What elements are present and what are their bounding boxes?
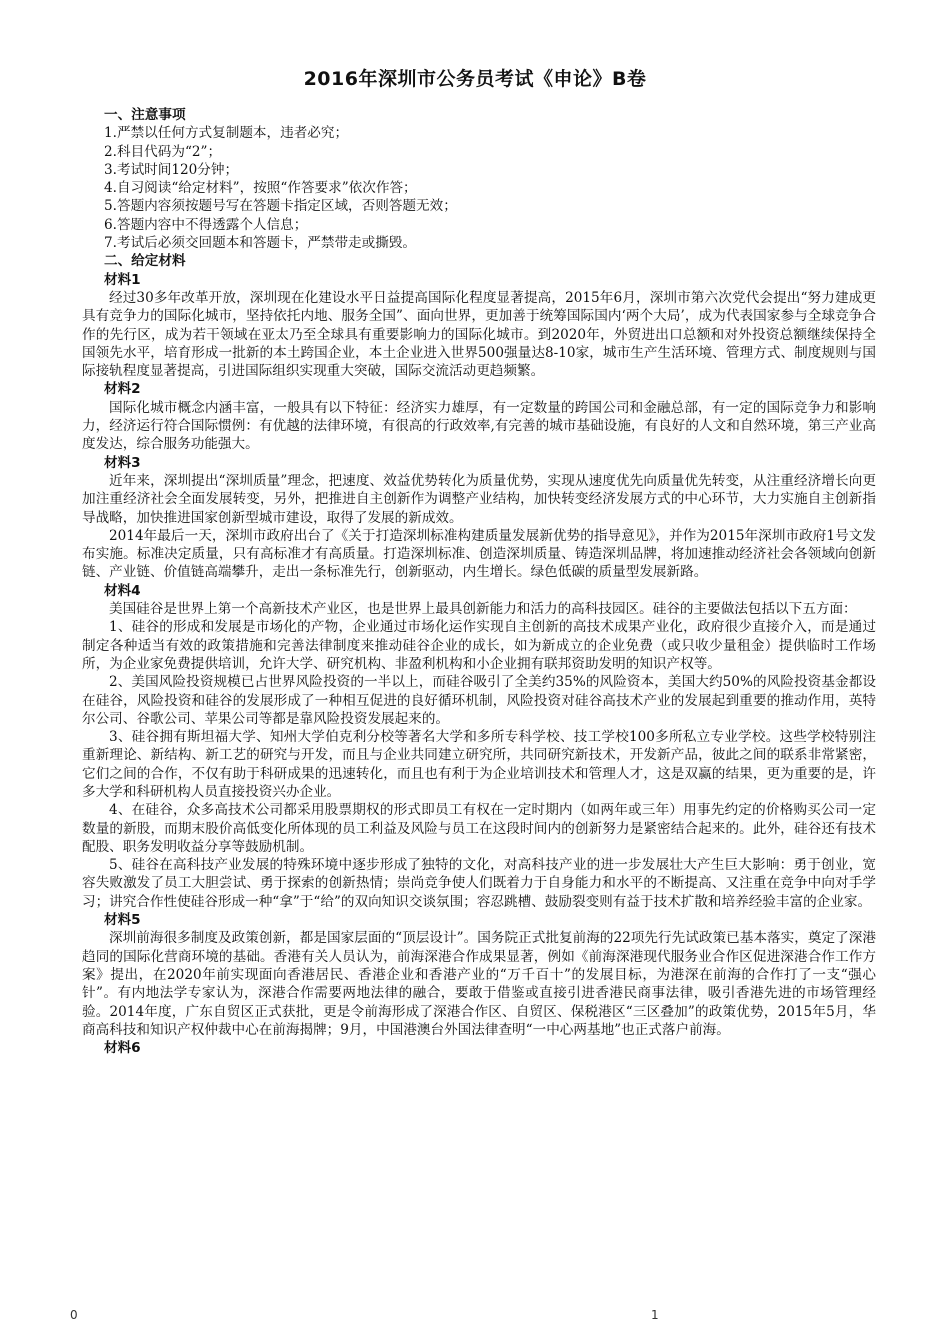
material-paragraph: 近年来，深圳提出“深圳质量”理念，把速度、效益优势转化为质量优势，实现从速度优先向质量优先转变，从注重经济增长向更加注重经济社会全面发展转变，另外，把推进自主创新作为调整产业结构，加快转变经济发展方式的中心环节，大力实施自主创新指导战略，加快推进国家创新型城市建设，取得了发展的新成效。 [82, 472, 876, 526]
material-label: 材料1 [104, 271, 141, 288]
note-item: 5.答题内容须按题号写在答题卡指定区域，否则答题无效； [104, 198, 457, 215]
page-number-left: 0 [70, 1308, 78, 1322]
material-label: 材料4 [104, 582, 141, 599]
note-item: 2.科目代码为“2”； [104, 143, 222, 160]
note-item: 1.严禁以任何方式复制题本，违者必究； [104, 125, 349, 142]
note-item: 3.考试时间120分钟； [104, 161, 239, 178]
material-paragraph: 深圳前海很多制度及政策创新，都是国家层面的“顶层设计”。国务院正式批复前海的22项先行先试政策已基本落实，奠定了深港趋同的国际化营商环境的基础。香港有关人员认为，前海深港合作成果显著，例如《前海深港现代服务业合作区促进深港合作工作方案》提出，在2020年前实现面向香港居民、香港企业和香港产业的“万千百十”的发展目标，为港深在前海的合作打了一支“强心针”。有内地法学专家认为，深港合作需要两地法律的融合，要敢于借鉴或直接引进香港民商事法律，吸引香港先进的市场管理经验。2014年度，广东自贸区正式获批，更是令前海形成了深港合作区、自贸区、保税港区“三区叠加”的政策优势，2015年5月，华商高科技和知识产权仲裁中心在前海揭牌；9月，中国港澳台外国法律查明“一中心两基地”也正式落户前海。 [82, 930, 876, 1038]
material-label: 材料3 [104, 454, 141, 471]
material-paragraph: 3、硅谷拥有斯坦福大学、知州大学伯克利分校等著名大学和多所专科学校、技工学校100多所私立专业学校。这些学校特别注重新理论、新结构、新工艺的研究与开发，而且与企业共同建立研究所，共同研究新技术，开发新产品，彼此之间的联系非常紧密，它们之间的合作，不仅有助于科研成果的迅速转化，而且也有利于为企业培训技术和管理人才，这是双赢的结果，更为重要的是，许多大学和科研机构人员直接投资兴办企业。 [82, 729, 876, 800]
page-number-right: 1 [651, 1308, 659, 1322]
page-title: 2016年深圳市公务员考试《申论》B卷 [303, 68, 647, 90]
material-paragraph: 美国硅谷是世界上第一个高新技术产业区，也是世界上最具创新能力和活力的高科技园区。硅谷的主要做法包括以下五方面： [109, 601, 857, 618]
material-paragraph: 2014年最后一天，深圳市政府出台了《关于打造深圳标准构建质量发展新优势的指导意见》，并作为2015年深圳市政府1号文发布实施。标准决定质量，只有高标准才有高质量。打造深圳标准、创造深圳质量、铸造深圳品牌，将加速推动经济社会各领域向创新链、产业链、价值链高端攀升，走出一条标准先行，创新驱动，内生增长。绿色低碳的质量型发展新路。 [82, 527, 876, 581]
material-label: 材料2 [104, 381, 141, 398]
material-paragraph: 国际化城市概念内涵丰富，一般具有以下特征：经济实力雄厚，有一定数量的跨国公司和金融总部，有一定的国际竞争力和影响力，经济运行符合国际惯例：有优越的法律环境，有很高的行政效率,有完善的城市基础设施，有良好的人文和自然环境，第三产业高度发达，综合服务功能强大。 [82, 399, 876, 453]
document-body [82, 106, 876, 1057]
note-item: 7.考试后必须交回题本和答题卡，严禁带走或撕毁。 [104, 235, 417, 252]
material-paragraph: 2、美国风险投资规模已占世界风险投资的一半以上，而硅谷吸引了全美约35%的风险资本，美国大约50%的风险投资基金都设在硅谷，风险投资和硅谷的发展形成了一种相互促进的良好循环机制，风险投资对硅谷高技术产业的发展起到重要的推动作用，英特尔公司、谷歌公司、苹果公司等都是靠风险投资发展起来的。 [82, 674, 876, 727]
note-item: 4.自习阅读“给定材料”，按照“作答要求”依次作答； [104, 180, 417, 197]
material-paragraph: 1、硅谷的形成和发展是市场化的产物，企业通过市场化运作实现自主创新的高技术成果产业化，政府很少直接介入，而是通过制定各种适当有效的政策措施和完善法律制度来推动硅谷企业的成长，如为新成立的企业免费（或只收少量租金）提供临时工作场所，为企业家免费提供培训，允许大学、研究机构、非盈利机构和小企业拥有联邦资助发明的知识产权等。 [82, 619, 876, 672]
section-heading-materials: 二、给定材料 [104, 253, 186, 270]
section-heading-notes: 一、注意事项 [104, 107, 186, 123]
material-label: 材料5 [104, 912, 141, 929]
material-label: 材料6 [104, 1040, 141, 1057]
material-paragraph: 4、在硅谷，众多高技术公司都采用股票期权的形式即员工有权在一定时期内（如两年或三年）用事先约定的价格购买公司一定数量的新股，而期末股价高低变化所体现的员工利益及风险与员工在这段时间内的创新努力是紧密结合起来的。此外，硅谷还有技术配股、职务发明收益分享等鼓励机制。 [82, 802, 876, 855]
material-paragraph: 5、硅谷在高科技产业发展的特殊环境中逐步形成了独特的文化，对高科技产业的进一步发展壮大产生巨大影响：勇于创业，宽容失败激发了员工大胆尝试、勇于探索的创新热情；崇尚竞争使人们既着力于自身能力和水平的不断提高、又注重在竞争中向对手学习；讲究合作性使硅谷形成一种“拿”于“给”的双向知识交谈氛围；容忍跳槽、鼓励裂变则有益于技术扩散和培养经验丰富的企业家。 [82, 857, 876, 910]
note-item: 6.答题内容中不得透露个人信息； [104, 216, 308, 233]
material-paragraph: 经过30多年改革开放，深圳现在化建设水平日益提高国际化程度显著提高，2015年6月，深圳市第六次党代会提出“努力建成更具有竞争力的国际化城市，坚持依托内地、服务全国”、面向世界，更加善于统筹国际国内‘两个大局’，成为代表国家参与全球竞争合作的先行区，成为若干领域在亚太乃至全球具有重要影响力的国际化城市。到2020年，外贸进出口总额和对外投资总额继续保持全国领先水平，培育形成一批新的本土跨国企业，本土企业进入世界500强量达8-10家，城市生产生活环境、管理方式、制度规则与国际接轨程度显著提高，引进国际组织实现重大突破，国际交流活动更趋频繁。 [82, 289, 876, 380]
